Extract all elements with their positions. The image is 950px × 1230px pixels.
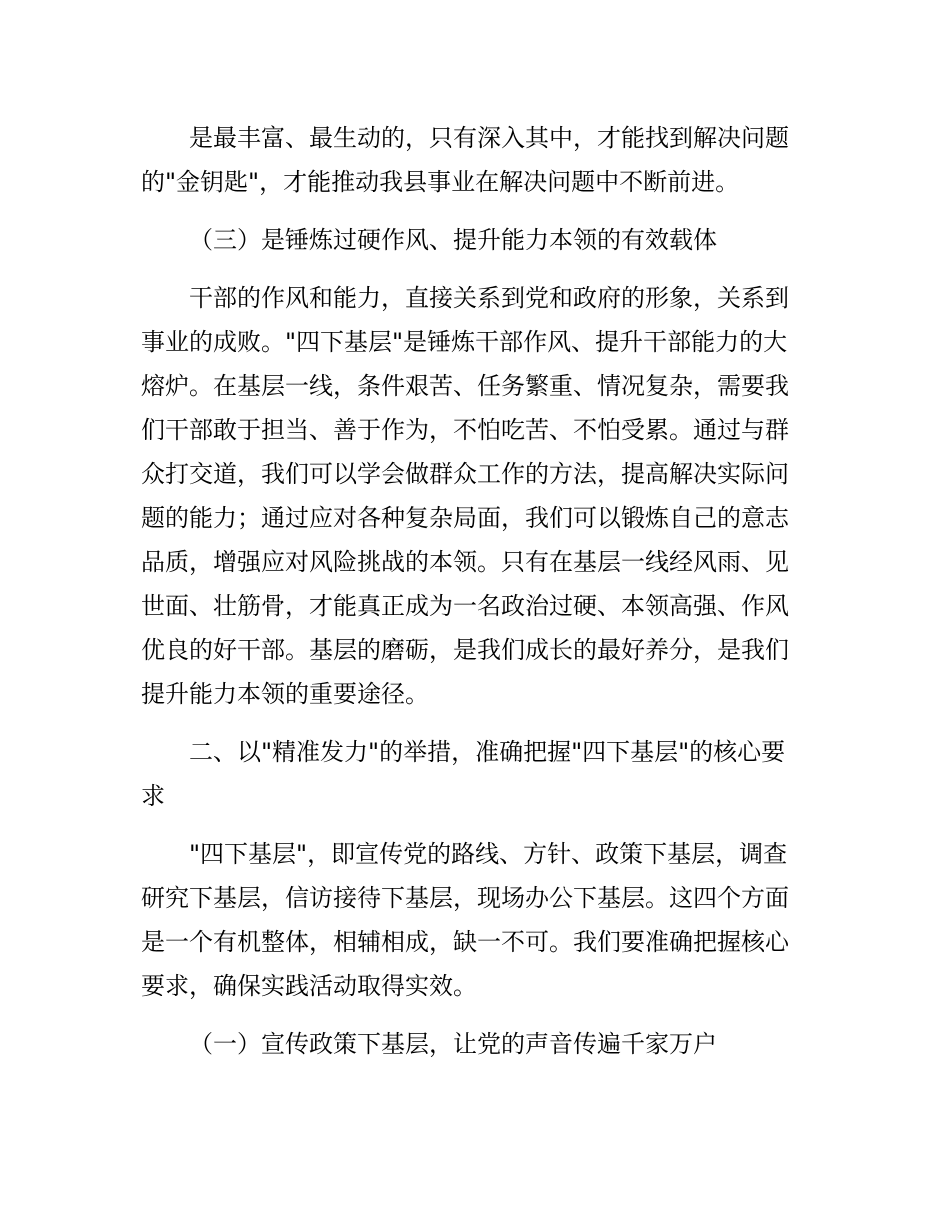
paragraph-cadre-style [141, 276, 813, 716]
text-line: "四下基层"，即宣传党的路线、方针、政策下基层，调查 [189, 840, 788, 868]
subheading-one: （一）宣传政策下基层，让党的声音传遍千家万户 [189, 1030, 717, 1058]
text-line: 要求，确保实践活动取得实效。 [141, 972, 477, 1000]
text-line: 品质，增强应对风险挑战的本领。只有在基层一线经风雨、见 [141, 548, 789, 576]
text-line: 的"金钥匙"，才能推动我县事业在解决问题中不断前进。 [141, 168, 740, 196]
text-line: 们干部敢于担当、善于作为，不怕吃苦、不怕受累。通过与群 [141, 416, 789, 444]
text-line: 是一个有机整体，相辅相成，缺一不可。我们要准确把握核心 [141, 928, 789, 956]
text-line: 研究下基层，信访接待下基层，现场办公下基层。这四个方面 [141, 884, 789, 912]
text-line: 二、以"精准发力"的举措，准确把握"四下基层"的核心要 [189, 738, 786, 766]
text-line: 优良的好干部。基层的磨砺，是我们成长的最好养分，是我们 [141, 636, 789, 664]
text-line: 世面、壮筋骨，才能真正成为一名政治过硬、本领高强、作风 [141, 592, 789, 620]
text-line: 题的能力；通过应对各种复杂局面，我们可以锻炼自己的意志 [141, 504, 789, 532]
section-heading-two [141, 730, 813, 818]
text-line: 众打交道，我们可以学会做群众工作的方法，提高解决实际问 [141, 460, 789, 488]
text-line: 干部的作风和能力，直接关系到党和政府的形象，关系到 [189, 284, 789, 312]
text-line: 提升能力本领的重要途径。 [141, 680, 429, 708]
subheading-three: （三）是锤炼过硬作风、提升能力本领的有效载体 [189, 226, 717, 254]
text-line: 事业的成败。"四下基层"是锤炼干部作风、提升干部能力的大 [141, 328, 788, 356]
paragraph-continued [141, 116, 813, 204]
paragraph-four-down [141, 832, 813, 1008]
text-line: 是最丰富、最生动的，只有深入其中，才能找到解决问题 [189, 124, 789, 152]
text-line: 熔炉。在基层一线，条件艰苦、任务繁重、情况复杂，需要我 [141, 372, 789, 400]
text-line: 求 [141, 782, 165, 810]
document-page [141, 116, 813, 1066]
